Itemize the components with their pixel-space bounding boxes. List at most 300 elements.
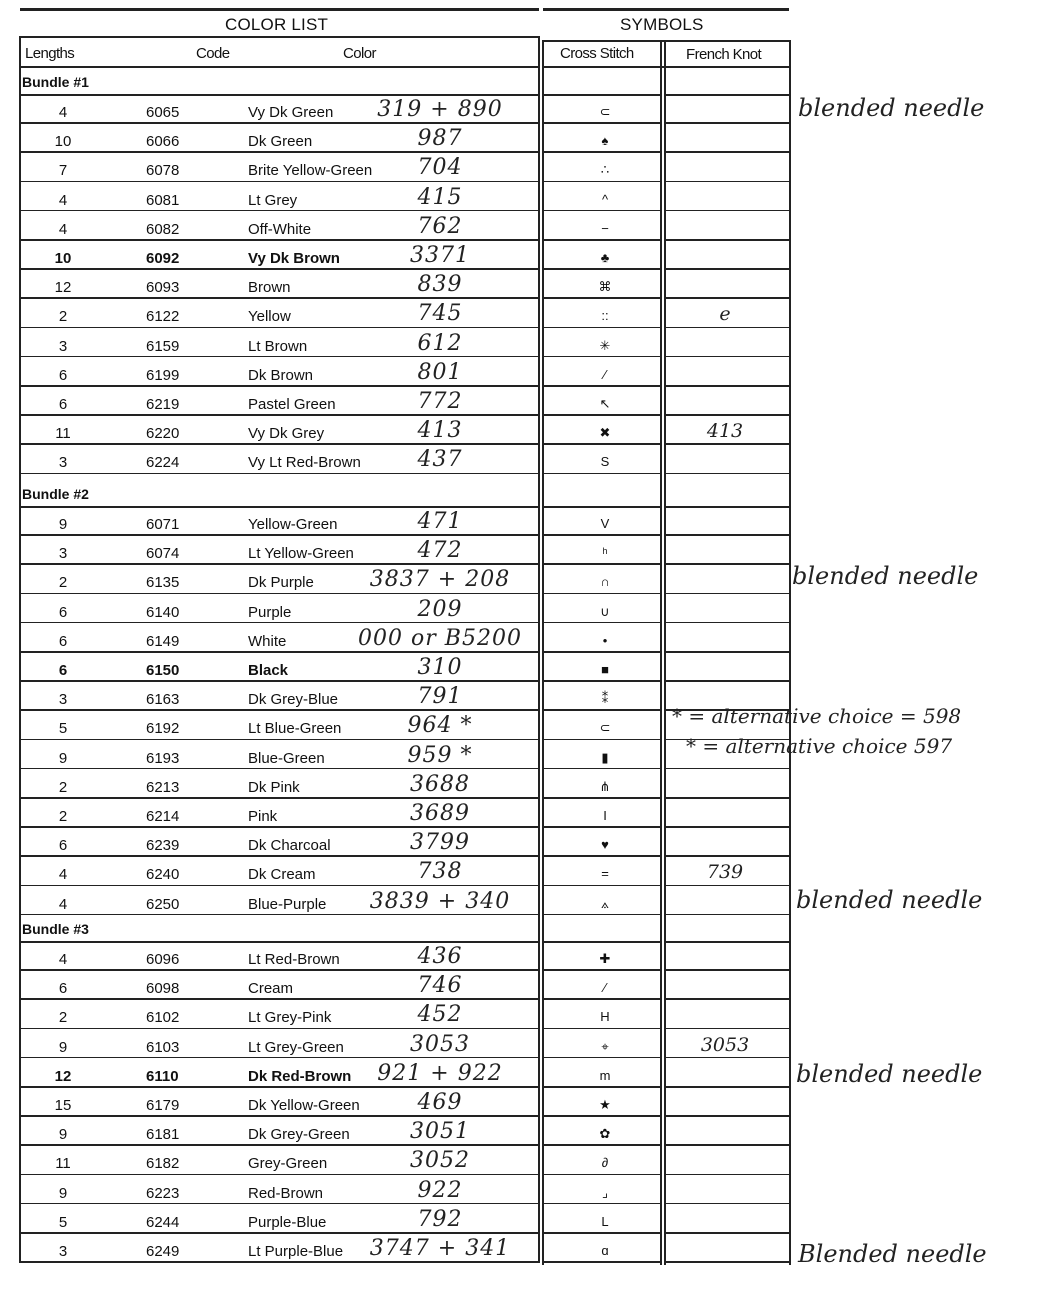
code-value: 6150: [146, 662, 180, 679]
row-divider: [665, 356, 790, 358]
length-value: 6: [58, 837, 68, 855]
code-value: 6149: [146, 632, 180, 650]
row-divider: [543, 969, 661, 971]
row-divider: [20, 327, 539, 329]
cross-stitch-symbol: •: [602, 632, 608, 648]
row-divider: [20, 210, 539, 212]
dmc-number: 791: [417, 684, 463, 710]
dmc-number: 3052: [410, 1148, 470, 1174]
dmc-number: 612: [417, 330, 463, 356]
note-alternative-choice: * = alternative choice = 598: [672, 704, 962, 728]
length-value: 12: [54, 279, 72, 297]
row-divider: [20, 1203, 539, 1205]
length-value: 6: [58, 662, 68, 679]
color-name: Lt Yellow-Green: [248, 545, 354, 563]
length-value: 4: [58, 220, 68, 238]
row-divider: [543, 1028, 661, 1030]
dmc-number: 000 or B5200: [358, 625, 522, 651]
row-divider: [665, 797, 790, 799]
row-divider: [20, 1232, 539, 1234]
row-divider: [665, 385, 790, 387]
row-divider: [20, 1174, 539, 1176]
row-divider: [20, 122, 539, 124]
code-value: 6250: [146, 895, 180, 913]
row-divider: [543, 622, 661, 624]
row-divider: [665, 651, 790, 653]
french-knot-header: French Knot: [686, 46, 762, 63]
code-value: 6102: [146, 1009, 180, 1027]
row-divider: [543, 826, 661, 828]
row-divider: [20, 593, 539, 595]
code-value: 6192: [146, 720, 180, 738]
dmc-number: 959 *: [407, 742, 473, 768]
code-value: 6135: [146, 574, 180, 592]
row-divider: [543, 914, 661, 916]
row-divider: [543, 797, 661, 799]
row-divider: [665, 1086, 790, 1088]
dmc-number: 801: [417, 359, 463, 385]
dmc-number: 3839 + 340: [369, 888, 511, 914]
color-list-title: COLOR LIST: [225, 15, 329, 34]
row-divider: [665, 1174, 790, 1176]
row-divider: [665, 122, 790, 124]
length-value: 4: [58, 895, 68, 913]
length-value: 9: [58, 749, 68, 767]
cross-stitch-symbol: ⊂: [599, 720, 611, 736]
color-name: Pink: [248, 808, 278, 825]
row-divider: [665, 151, 790, 153]
cross-stitch-header: Cross Stitch: [560, 45, 634, 62]
row-divider: [543, 356, 661, 358]
row-divider: [543, 327, 661, 329]
row-divider: [20, 768, 539, 770]
color-name: Lt Purple-Blue: [248, 1243, 344, 1260]
dmc-number: 704: [417, 155, 463, 181]
length-value: 9: [58, 1038, 68, 1056]
length-value: 11: [55, 425, 71, 443]
color-name: Purple: [248, 603, 292, 621]
length-value: 2: [58, 778, 68, 796]
color-name: Pastel Green: [248, 396, 336, 413]
row-divider: [543, 181, 661, 183]
row-divider: [20, 414, 539, 416]
dmc-number: 3051: [410, 1119, 470, 1145]
cross-stitch-symbol: ∩: [600, 574, 610, 590]
cross-stitch-symbol: ⋔: [599, 778, 611, 794]
length-value: 3: [58, 454, 68, 472]
row-divider: [20, 1086, 539, 1088]
color-name: Off-White: [248, 220, 312, 238]
row-divider: [543, 385, 661, 387]
row-divider: [543, 1144, 661, 1146]
cross-stitch-symbol: ⌖: [601, 1038, 609, 1054]
cross-stitch-symbol: ♠: [601, 133, 609, 149]
color-name: Lt Grey-Pink: [248, 1009, 332, 1027]
length-value: 10: [54, 133, 72, 151]
row-divider: [20, 680, 539, 682]
cross-stitch-symbol: m: [599, 1067, 611, 1083]
cross-stitch-symbol: H: [600, 1009, 610, 1025]
row-divider: [543, 1057, 661, 1059]
row-divider: [665, 622, 790, 624]
color-name: Dk Grey-Blue: [248, 691, 339, 709]
row-divider: [543, 297, 661, 299]
row-divider: [665, 768, 790, 770]
cross-stitch-symbol: ∪: [600, 603, 610, 619]
bundle-label: Bundle #2: [22, 486, 89, 502]
cross-stitch-symbol: I: [603, 808, 607, 823]
cross-stitch-symbol: ⁄: [603, 366, 607, 382]
note-blended-needle: blended needle: [792, 562, 979, 590]
code-value: 6199: [146, 366, 180, 384]
code-value: 6224: [146, 454, 180, 472]
color-name: Blue-Green: [248, 749, 325, 767]
code-value: 6213: [146, 778, 180, 796]
row-divider: [20, 506, 539, 508]
french-knot-value: e: [719, 303, 731, 326]
cross-stitch-symbol: ∂: [601, 1155, 609, 1171]
row-divider: [543, 1232, 661, 1234]
row-divider: [20, 914, 539, 916]
dmc-number: 839: [417, 272, 463, 298]
dmc-number: 413: [417, 418, 463, 444]
dmc-number: 762: [417, 213, 463, 239]
row-divider: [20, 651, 539, 653]
length-value: 11: [55, 1155, 71, 1173]
row-divider: [543, 739, 661, 741]
row-divider: [543, 941, 661, 943]
color-name: Yellow: [248, 308, 291, 326]
row-divider: [665, 94, 790, 96]
cross-stitch-symbol: S: [600, 454, 610, 470]
cross-stitch-symbol: ʰ: [602, 545, 608, 561]
cross-stitch-symbol: ⌟: [601, 1184, 609, 1200]
dmc-number: 772: [417, 389, 463, 414]
code-value: 6066: [146, 133, 180, 151]
length-value: 4: [58, 191, 68, 209]
cross-stitch-symbol: V: [600, 516, 610, 531]
row-divider: [665, 1203, 790, 1205]
length-value: 5: [58, 1213, 68, 1231]
row-divider: [665, 414, 790, 416]
row-divider: [20, 1057, 539, 1059]
dmc-number: 987: [417, 126, 463, 152]
row-divider: [543, 885, 661, 887]
french-knot-value: 3053: [700, 1033, 750, 1056]
cross-stitch-symbol: ■: [601, 662, 609, 677]
row-divider: [20, 268, 539, 270]
row-divider: [543, 94, 661, 96]
code-value: 6140: [146, 603, 180, 621]
dmc-number: 472: [417, 538, 463, 564]
color-name: Red-Brown: [248, 1184, 324, 1202]
color-name: Dk Purple: [248, 574, 314, 592]
row-divider: [543, 210, 661, 212]
color-name: Vy Lt Red-Brown: [248, 454, 361, 472]
cross-stitch-symbol: ɑ: [601, 1243, 609, 1258]
row-divider: [665, 593, 790, 595]
color-name: Dk Yellow-Green: [248, 1097, 360, 1114]
color-name: Lt Brown: [248, 337, 308, 355]
color-name: Brite Yellow-Green: [248, 162, 373, 180]
row-divider: [20, 151, 539, 153]
row-divider: [665, 998, 790, 1000]
row-divider: [543, 998, 661, 1000]
color-name: Brown: [248, 279, 291, 297]
length-value: 2: [58, 574, 68, 592]
color-name: Vy Dk Green: [248, 104, 334, 121]
row-divider: [665, 855, 790, 857]
row-divider: [543, 1174, 661, 1176]
row-divider: [665, 297, 790, 299]
color-name: Dk Brown: [248, 366, 314, 384]
row-divider: [665, 443, 790, 445]
row-divider: [20, 563, 539, 565]
dmc-number: 3799: [410, 830, 470, 856]
row-divider: [20, 622, 539, 624]
length-value: 9: [58, 516, 68, 533]
color-name: Yellow-Green: [248, 516, 338, 533]
row-divider: [665, 210, 790, 212]
cross-stitch-symbol: ^: [601, 191, 609, 207]
color-name: White: [248, 632, 287, 650]
row-divider: [20, 1261, 539, 1263]
row-divider: [665, 534, 790, 536]
cross-stitch-symbol: =: [601, 866, 609, 882]
length-value: 3: [58, 1243, 68, 1260]
row-divider: [20, 709, 539, 711]
code-value: 6240: [146, 866, 180, 884]
cross-stitch-symbol: ✳: [599, 337, 611, 353]
dmc-number: 738: [417, 859, 463, 885]
length-value: 2: [58, 808, 68, 825]
dmc-number: 310: [417, 655, 463, 680]
dmc-number: 319 + 890: [377, 97, 503, 122]
row-divider: [20, 826, 539, 828]
row-divider: [665, 885, 790, 887]
length-value: 6: [58, 396, 68, 413]
length-value: 4: [58, 866, 68, 884]
code-value: 6065: [146, 104, 180, 121]
row-divider: [20, 1115, 539, 1117]
color-name: Dk Cream: [248, 866, 316, 884]
code-value: 6193: [146, 749, 180, 767]
row-divider: [20, 797, 539, 799]
note-blended-needle: blended needle: [796, 886, 983, 914]
color-name: Lt Red-Brown: [248, 951, 340, 968]
length-value: 10: [54, 250, 72, 267]
cross-stitch-symbol: ✖: [599, 425, 611, 441]
length-value: 2: [58, 1009, 68, 1027]
dmc-number: 209: [417, 596, 463, 622]
cross-stitch-symbol: ::: [601, 308, 609, 324]
french-knot-value: 413: [706, 420, 744, 443]
row-divider: [665, 941, 790, 943]
cross-stitch-symbol: ⊂: [599, 104, 611, 119]
color-name: Dk Grey-Green: [248, 1126, 350, 1144]
row-divider: [665, 1261, 790, 1263]
dmc-number: 3053: [410, 1031, 470, 1057]
dmc-number: 964 *: [407, 713, 473, 739]
color-name: Purple-Blue: [248, 1213, 327, 1231]
color-name: Dk Green: [248, 133, 313, 151]
row-divider: [543, 1203, 661, 1205]
row-divider: [665, 680, 790, 682]
code-value: 6244: [146, 1213, 180, 1231]
code-value: 6078: [146, 162, 180, 180]
row-divider: [665, 563, 790, 565]
row-divider: [20, 1144, 539, 1146]
dmc-number: 415: [417, 184, 463, 210]
code-value: 6182: [146, 1155, 180, 1173]
length-value: 4: [58, 951, 68, 968]
length-value: 9: [58, 1126, 68, 1144]
row-divider: [20, 739, 539, 741]
cross-stitch-symbol: ♣: [600, 250, 610, 265]
cross-stitch-symbol: ♥: [601, 837, 609, 853]
code-value: 6098: [146, 980, 180, 998]
row-divider: [665, 826, 790, 828]
length-value: 6: [58, 366, 68, 384]
length-value: 6: [58, 603, 68, 621]
dmc-number: 436: [417, 944, 463, 969]
row-divider: [20, 534, 539, 536]
row-divider: [543, 709, 661, 711]
bundle-label: Bundle #3: [22, 921, 89, 937]
bundle-label: Bundle #1: [22, 74, 89, 90]
note-blended-needle: Blended needle: [798, 1240, 987, 1268]
row-divider: [543, 122, 661, 124]
lengths-header: Lengths: [25, 45, 75, 62]
row-divider: [20, 1028, 539, 1030]
row-divider: [20, 94, 539, 96]
row-divider: [543, 651, 661, 653]
length-value: 7: [58, 162, 68, 180]
color-name: Lt Grey-Green: [248, 1038, 344, 1056]
color-name: Black: [248, 662, 289, 679]
row-divider: [543, 473, 661, 475]
dmc-number: 471: [417, 509, 463, 534]
code-value: 6071: [146, 516, 180, 533]
dmc-number: 3371: [410, 243, 470, 268]
note-blended-needle: blended needle: [796, 1060, 983, 1088]
cross-stitch-symbol: ⟑: [601, 895, 609, 911]
color-name: Dk Charcoal: [248, 837, 331, 855]
code-value: 6220: [146, 425, 180, 443]
row-divider: [665, 473, 790, 475]
cross-stitch-symbol: ✚: [599, 951, 611, 966]
code-value: 6093: [146, 279, 180, 297]
symbols-title: SYMBOLS: [620, 15, 704, 34]
code-value: 6096: [146, 951, 180, 968]
row-divider: [543, 855, 661, 857]
length-value: 6: [58, 980, 68, 998]
length-value: 9: [58, 1184, 68, 1202]
length-value: 6: [58, 632, 68, 650]
row-divider: [665, 914, 790, 916]
dmc-number: 745: [417, 301, 463, 327]
cross-stitch-symbol: ⁑: [601, 691, 609, 707]
color-header: Color: [343, 45, 376, 62]
dmc-number: 437: [417, 447, 463, 473]
row-divider: [20, 297, 539, 299]
cross-stitch-symbol: ✿: [599, 1126, 611, 1142]
color-name: Dk Pink: [248, 778, 300, 796]
row-divider: [20, 181, 539, 183]
dmc-number: 921 + 922: [377, 1060, 503, 1086]
length-value: 15: [54, 1097, 72, 1114]
row-divider: [665, 1028, 790, 1030]
dmc-number: 3837 + 208: [369, 567, 511, 593]
code-value: 6122: [146, 308, 180, 326]
length-value: 3: [58, 545, 68, 563]
row-divider: [665, 1232, 790, 1234]
length-value: 12: [54, 1067, 72, 1085]
code-value: 6214: [146, 808, 180, 825]
color-name: Grey-Green: [248, 1155, 328, 1173]
row-divider: [543, 268, 661, 270]
dmc-number: 922: [417, 1177, 463, 1203]
row-divider: [543, 414, 661, 416]
row-divider: [20, 385, 539, 387]
row-divider: [543, 534, 661, 536]
row-divider: [543, 593, 661, 595]
row-divider: [20, 855, 539, 857]
row-divider: [543, 1115, 661, 1117]
code-header: Code: [196, 45, 230, 62]
color-name: Cream: [248, 980, 294, 998]
row-divider: [20, 998, 539, 1000]
row-divider: [665, 506, 790, 508]
row-divider: [665, 181, 790, 183]
dmc-number: 3747 + 341: [369, 1236, 511, 1261]
color-name: Lt Grey: [248, 191, 298, 209]
row-divider: [543, 1086, 661, 1088]
length-value: 4: [58, 104, 68, 121]
row-divider: [543, 506, 661, 508]
dmc-number: 3689: [410, 801, 470, 826]
row-divider: [665, 1115, 790, 1117]
note-blended-needle: blended needle: [798, 94, 985, 122]
length-value: 5: [58, 720, 68, 738]
length-value: 3: [58, 337, 68, 355]
row-divider: [543, 239, 661, 241]
code-value: 6219: [146, 396, 180, 413]
cross-stitch-symbol: ↖: [599, 396, 611, 411]
color-name: Dk Red-Brown: [248, 1067, 352, 1085]
color-name: Blue-Purple: [248, 895, 327, 913]
dmc-number: 469: [417, 1090, 463, 1115]
code-value: 6163: [146, 691, 180, 709]
row-divider: [20, 885, 539, 887]
code-value: 6179: [146, 1097, 180, 1114]
dmc-number: 792: [417, 1206, 463, 1232]
code-value: 6159: [146, 337, 180, 355]
code-value: 6082: [146, 220, 180, 238]
code-value: 6110: [146, 1067, 179, 1085]
color-name: Lt Blue-Green: [248, 720, 342, 738]
cross-stitch-symbol: ⌘: [598, 279, 612, 295]
code-value: 6103: [146, 1038, 180, 1056]
row-divider: [665, 1057, 790, 1059]
row-divider: [20, 969, 539, 971]
length-value: 3: [58, 691, 68, 709]
code-value: 6081: [146, 191, 180, 209]
cross-stitch-symbol: −: [601, 220, 609, 236]
row-divider: [543, 563, 661, 565]
code-value: 6074: [146, 545, 180, 563]
row-divider: [543, 768, 661, 770]
